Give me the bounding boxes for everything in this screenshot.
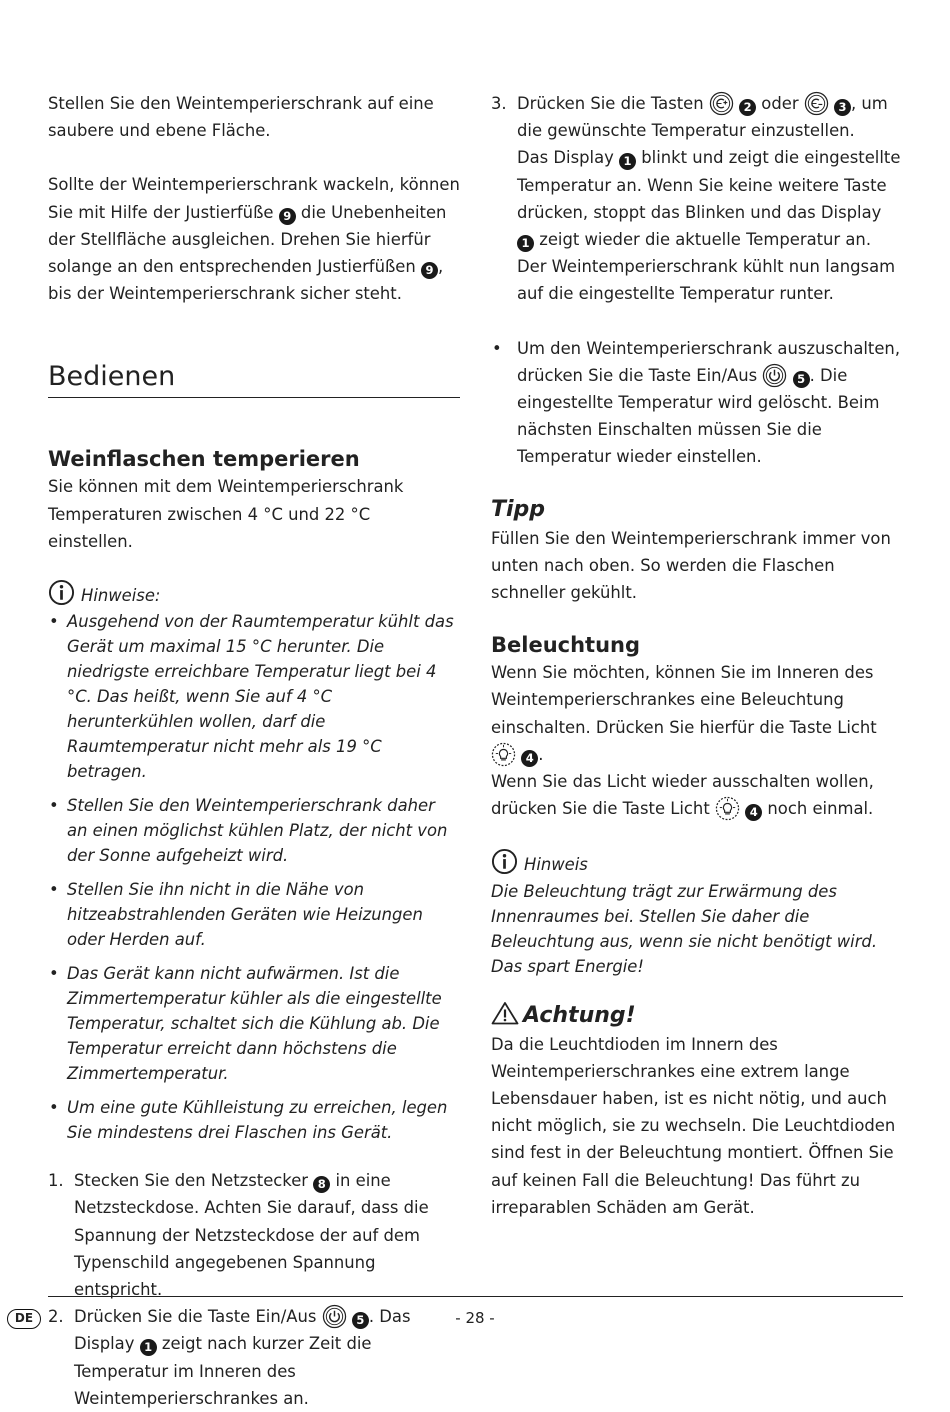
info-circle-icon xyxy=(491,848,518,875)
beleuchtung-text-d: noch einmal. xyxy=(767,799,874,819)
temp-up-badge: 2 xyxy=(739,99,756,116)
subheading-weinflaschen: Weinflaschen temperieren xyxy=(48,447,360,472)
right-column xyxy=(491,90,903,1221)
page-number: - 28 - xyxy=(455,1309,495,1327)
hinweise-label-row xyxy=(48,579,460,609)
language-badge: DE xyxy=(7,1309,41,1329)
hinweise-label: Hinweise: xyxy=(81,586,161,606)
achtung-text: Da die Leuchtdioden im Innern des Weintemperierschrankes eine extrem lange Lebensdauer haben, ist es nicht nötig, und auch nicht möglich, sie zu wechseln. Die Leuchtdioden sind fest in der Beleuchtung montiert. Öffnen Sie auf keinen Fall die Beleuchtung! Das führt zu irreparablen Schäden am Gerät. xyxy=(491,1034,896,1217)
leveling-text-b: die Unebenheiten der Stellfläche ausgleichen. Drehen Sie hierfür solange an den entsprechenden Justierfüßen xyxy=(48,202,447,277)
tipp-text: Füllen Sie den Weintemperierschrank immer von unten nach oben. So werden die Flaschen schneller gekühlt. xyxy=(491,528,891,603)
left-column xyxy=(48,90,460,1412)
section-heading-bedienen: Bedienen xyxy=(48,359,460,398)
beleuchtung-heading: Beleuchtung xyxy=(491,633,641,658)
step-number: 1. xyxy=(48,1171,64,1191)
hinweis-text: Die Beleuchtung trägt zur Erwärmung des Innenraumes bei. Stellen Sie daher die Beleuchtung aus, wenn sie nicht benötigt wird. Das spart Energie! xyxy=(491,881,878,976)
beleuchtung-text xyxy=(491,659,903,822)
leveling-text-c: , bis der Weintemperierschrank sicher steht. xyxy=(48,257,444,304)
step-3-text-c: Das Display xyxy=(517,148,614,168)
power-button-icon xyxy=(762,363,787,388)
hinweis-item: • Stellen Sie ihn nicht in die Nähe von hitzeabstrahlenden Geräten wie Heizungen oder Herden auf. xyxy=(48,877,460,952)
display-badge: 1 xyxy=(140,1339,157,1356)
hinweis-label: Hinweis xyxy=(524,855,588,875)
step-2-text-a: Drücken Sie die Taste Ein/Aus xyxy=(74,1307,317,1327)
step-3-text-b: , um die gewünschte Temperatur einzustellen. xyxy=(517,94,888,141)
steps-list-continued xyxy=(491,90,903,308)
temperature-range-text: Sie können mit dem Weintemperierschrank Temperaturen zwischen 4 °C und 22 °C einstellen. xyxy=(48,477,404,551)
step-2 xyxy=(48,1303,460,1412)
adjustable-feet-badge: 9 xyxy=(279,208,296,225)
hinweis-item: • Stellen Sie den Weintemperierschrank daher an einen möglichst kühlen Platz, der nicht von der Sonne aufgeheizt wird. xyxy=(48,793,460,868)
hinweis-item: • Das Gerät kann nicht aufwärmen. Ist die Zimmertemperatur kühler als die eingestellte Temperatur, schaltet sich die Kühlung ab. Die Temperatur erreicht dann höchstens die Zimmertemperatur. xyxy=(48,961,460,1086)
step-2-text-c: zeigt nach kurzer Zeit die Temperatur im Inneren des Weintemperierschrankes an. xyxy=(74,1334,372,1408)
beleuchtung-text-a: Wenn Sie möchten, können Sie im Inneren des Weintemperierschrankes eine Beleuchtung einschalten. Drücken Sie hierfür die Taste Licht xyxy=(491,663,877,737)
info-circle-icon xyxy=(48,579,75,606)
step-3 xyxy=(491,90,903,308)
hinweise-list xyxy=(48,609,460,1145)
step-1-text-b: in eine Netzsteckdose. Achten Sie darauf, dass die Spannung der Netzsteckdose der auf dem Typenschild angegebenen Spannung entspricht. xyxy=(74,1171,429,1300)
light-button-badge: 4 xyxy=(745,804,762,821)
steps-list xyxy=(48,1167,460,1412)
hinweis-item: • Ausgehend von der Raumtemperatur kühlt das Gerät um maximal 15 °C herunter. Die niedrigste erreichbare Temperatur liegt bei 4 °C. Das heißt, wenn Sie auf 4 °C herunterkühlen wollen, darf die Raumtemperatur nicht mehr als 19 °C betragen. xyxy=(48,609,460,784)
warning-triangle-icon xyxy=(491,1001,519,1025)
adjustable-feet-badge: 9 xyxy=(421,262,438,279)
step-number: 3. xyxy=(491,94,507,113)
intro-paragraph: Stellen Sie den Weintemperierschrank auf eine saubere und ebene Fläche. xyxy=(48,94,434,141)
temperature-down-icon xyxy=(804,91,829,116)
light-bulb-icon xyxy=(715,796,740,821)
step-3-oder: oder xyxy=(761,94,799,113)
beleuchtung-text-c: Wenn Sie das Licht wieder ausschalten wollen, drücken Sie die Taste Licht xyxy=(491,772,874,819)
temperature-up-icon xyxy=(709,91,734,116)
hinweis-label-row xyxy=(491,848,903,878)
step-number: 2. xyxy=(48,1307,64,1327)
power-off-text-b: . Die eingestellte Temperatur wird gelöscht. Beim nächsten Einschalten müssen Sie die Temperatur wieder einstellen. xyxy=(517,365,880,467)
achtung-heading-row xyxy=(491,1001,903,1031)
footer-divider xyxy=(48,1296,903,1297)
light-button-badge: 4 xyxy=(521,750,538,767)
power-off-bullet xyxy=(491,335,903,471)
step-3-text-d: blinkt und zeigt die eingestellte Temperatur an. Wenn Sie keine weitere Taste drücken, stoppt das Blinken und das Display xyxy=(517,148,901,222)
beleuchtung-text-b: . xyxy=(538,744,544,764)
light-bulb-icon xyxy=(491,742,516,767)
achtung-heading: Achtung! xyxy=(523,1002,636,1028)
display-badge: 1 xyxy=(517,235,534,252)
power-off-text-a: Um den Weintemperierschrank auszuschalten, drücken Sie die Taste Ein/Aus xyxy=(517,338,901,385)
leveling-text-a: Sollte der Weintemperierschrank wackeln, können Sie mit Hilfe der Justierfüße xyxy=(48,175,460,222)
tipp-heading: Tipp xyxy=(491,496,546,522)
bullet-dot: • xyxy=(492,338,502,358)
step-1-text-a: Stecken Sie den Netzstecker xyxy=(74,1171,309,1191)
leveling-paragraph xyxy=(48,171,460,307)
power-button-badge: 5 xyxy=(793,371,810,388)
step-2-text-b: . Das Display xyxy=(74,1307,411,1354)
step-1 xyxy=(48,1167,460,1303)
power-button-badge: 5 xyxy=(352,1312,369,1329)
display-badge: 1 xyxy=(619,153,636,170)
power-button-icon xyxy=(322,1304,347,1329)
power-plug-badge: 8 xyxy=(313,1176,330,1193)
temp-down-badge: 3 xyxy=(834,99,851,116)
step-3-text-e: zeigt wieder die aktuelle Temperatur an. Der Weintemperierschrank kühlt nun langsam auf die eingestellte Temperatur runter. xyxy=(517,230,896,304)
hinweis-item: • Um eine gute Kühlleistung zu erreichen, legen Sie mindestens drei Flaschen ins Gerät. xyxy=(48,1095,460,1145)
step-3-text-a: Drücken Sie die Tasten xyxy=(517,94,704,113)
